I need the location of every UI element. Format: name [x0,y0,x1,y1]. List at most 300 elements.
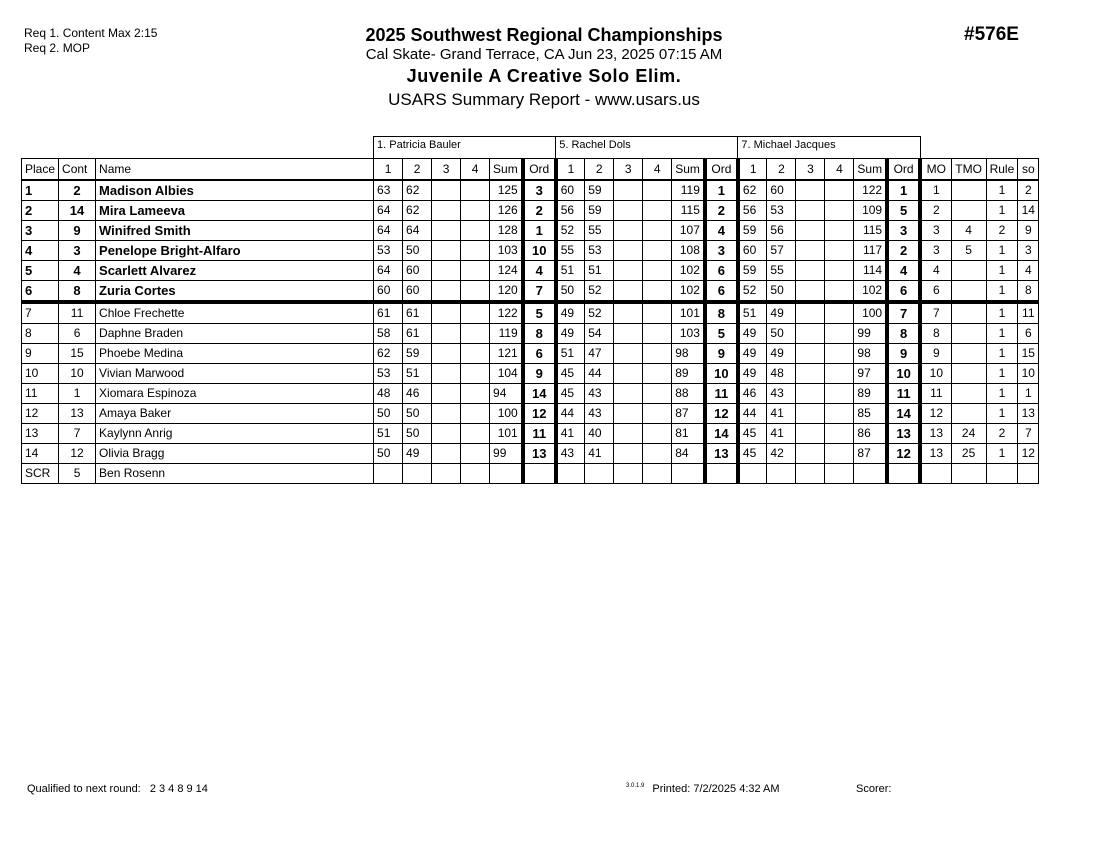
judge-3-score-4 [825,281,854,303]
judge-2-score-1: 55 [556,241,585,261]
judge-3-score-1: 46 [738,384,767,404]
tmo-cell [951,364,986,384]
table-row [22,180,1039,201]
judge-3-score-1: 62 [738,180,767,201]
judge-3-score-3 [796,444,825,464]
judge-3-score-1: 44 [738,404,767,424]
col-so: so [1018,159,1039,181]
judge-2-sum: 88 [672,384,705,404]
so-cell: 1 [1018,384,1039,404]
cont-cell: 14 [59,201,96,221]
requirements [24,26,157,56]
judge-1-score-1: 64 [374,261,403,281]
judge-3-sum: 89 [854,384,887,404]
mo-cell: 9 [920,344,951,364]
judge-3-name: 7. Michael Jacques [738,137,920,159]
judge-2-ordinal: 14 [705,424,738,444]
so-cell [1018,464,1039,484]
table-row [22,444,1039,464]
judge-2-score-2: 53 [585,241,614,261]
judge-3-sum: 109 [854,201,887,221]
judge-2-sum: 81 [672,424,705,444]
table-row [22,281,1039,303]
judge-1-score-3 [432,444,461,464]
judge-2-score-4 [643,261,672,281]
scorer-label: Scorer: [856,783,892,795]
place-cell: 5 [22,261,59,281]
judge-3-score-4 [825,261,854,281]
judge-2-score-2: 52 [585,302,614,324]
judge-1-score-2: 49 [403,444,432,464]
judge-2-ordinal: 9 [705,344,738,364]
judge-3-score-4 [825,464,854,484]
judge-3-score-2: 50 [767,281,796,303]
judge-1-score-1: 48 [374,384,403,404]
so-cell: 9 [1018,221,1039,241]
judge-1-sum: 101 [490,424,523,444]
col-tmo: TMO [951,159,986,181]
judge-3-score-1: 52 [738,281,767,303]
judge-3-sum: 100 [854,302,887,324]
report-subtitle: USARS Summary Report - www.usars.us [388,90,700,109]
judge-1-score-3 [432,384,461,404]
col-j2-score3: 3 [614,159,643,181]
judge-1-score-2: 59 [403,344,432,364]
judge-3-ordinal: 3 [887,221,920,241]
judge-1-ordinal: 1 [523,221,556,241]
qualified-label: Qualified to next round: [27,783,141,795]
judge-1-ordinal: 4 [523,261,556,281]
table-row [22,261,1039,281]
judge-3-ordinal: 4 [887,261,920,281]
judge-2-score-4 [643,444,672,464]
judge-1-ordinal: 8 [523,324,556,344]
judge-1-sum: 119 [490,324,523,344]
judge-3-ordinal: 2 [887,241,920,261]
judge-1-score-2: 51 [403,364,432,384]
judge-1-score-3 [432,180,461,201]
location-datetime: Cal Skate- Grand Terrace, CA Jun 23, 2025 07:15 AM [365,46,723,63]
cont-cell: 10 [59,364,96,384]
so-cell: 14 [1018,201,1039,221]
judge-2-score-3 [614,324,643,344]
tmo-cell [951,344,986,364]
cont-cell: 5 [59,464,96,484]
mo-cell: 10 [920,364,951,384]
skater-name-cell: Amaya Baker [96,404,374,424]
skater-name-cell: Chloe Frechette [96,302,374,324]
cont-cell: 9 [59,221,96,241]
judge-1-ordinal: 7 [523,281,556,303]
judge-2-score-4 [643,464,672,484]
judge-2-score-3 [614,344,643,364]
judge-3-score-2: 41 [767,424,796,444]
col-j3-score3: 3 [796,159,825,181]
judge-1-score-4 [461,364,490,384]
judge-2-score-2 [585,464,614,484]
so-cell: 15 [1018,344,1039,364]
judge-1-score-4 [461,424,490,444]
so-cell: 6 [1018,324,1039,344]
judge-3-ordinal [887,464,920,484]
judge-1-score-3 [432,241,461,261]
judge-3-score-1: 49 [738,324,767,344]
skater-name-cell: Mira Lameeva [96,201,374,221]
judge-1-score-3 [432,404,461,424]
rule-cell: 1 [986,404,1018,424]
skater-name-cell: Kaylynn Anrig [96,424,374,444]
mo-cell: 4 [920,261,951,281]
judge-1-score-1: 53 [374,241,403,261]
judge-2-score-4 [643,424,672,444]
judge-2-score-2: 47 [585,344,614,364]
judge-1-score-1: 50 [374,444,403,464]
judge-3-score-1: 45 [738,444,767,464]
judge-1-score-2: 50 [403,241,432,261]
judge-1-score-2: 50 [403,404,432,424]
col-j3-ord: Ord [887,159,920,181]
so-cell: 8 [1018,281,1039,303]
judge-2-ordinal: 4 [705,221,738,241]
skater-name-cell: Ben Rosenn [96,464,374,484]
mo-cell: 13 [920,424,951,444]
place-cell: 14 [22,444,59,464]
judge-2-score-4 [643,302,672,324]
judge-2-score-1: 49 [556,302,585,324]
tmo-cell [951,180,986,201]
judge-1-sum: 103 [490,241,523,261]
col-j3-score1: 1 [738,159,767,181]
col-j1-score1: 1 [374,159,403,181]
judge-2-sum: 101 [672,302,705,324]
judge-2-score-2: 41 [585,444,614,464]
place-cell: 1 [22,180,59,201]
skater-name-cell: Winifred Smith [96,221,374,241]
judge-3-ordinal: 8 [887,324,920,344]
judge-2-sum: 103 [672,324,705,344]
judge-3-score-1: 49 [738,344,767,364]
mo-cell [920,464,951,484]
col-j3-score2: 2 [767,159,796,181]
judge-3-score-4 [825,424,854,444]
rule-cell: 2 [986,424,1018,444]
mo-cell: 1 [920,180,951,201]
judge-1-score-2: 64 [403,221,432,241]
judge-1-ordinal: 11 [523,424,556,444]
so-cell: 11 [1018,302,1039,324]
judge-3-score-4 [825,384,854,404]
judge-2-ordinal: 10 [705,364,738,384]
judge-1-sum: 94 [490,384,523,404]
judge-1-score-1: 64 [374,221,403,241]
so-cell: 12 [1018,444,1039,464]
judge-2-score-3 [614,281,643,303]
judge-1-ordinal: 10 [523,241,556,261]
col-j2-score2: 2 [585,159,614,181]
judge-1-score-2: 50 [403,424,432,444]
requirement-2: Req 2. MOP [24,41,91,55]
judge-1-sum: 99 [490,444,523,464]
judge-2-ordinal [705,464,738,484]
tmo-cell: 25 [951,444,986,464]
judge-1-score-4 [461,281,490,303]
judge-2-ordinal: 11 [705,384,738,404]
judge-3-score-3 [796,344,825,364]
judge-1-score-3 [432,302,461,324]
judge-1-score-4 [461,302,490,324]
table-row [22,384,1039,404]
judge-3-score-2: 50 [767,324,796,344]
judge-2-sum [672,464,705,484]
judge-3-score-4 [825,221,854,241]
cont-cell: 1 [59,384,96,404]
judge-3-score-1: 59 [738,261,767,281]
judge-3-score-4 [825,180,854,201]
judge-1-ordinal: 14 [523,384,556,404]
judge-3-sum: 99 [854,324,887,344]
judge-3-ordinal: 9 [887,344,920,364]
cont-cell: 11 [59,302,96,324]
judge-3-score-2: 48 [767,364,796,384]
judge-3-ordinal: 10 [887,364,920,384]
competition-title: 2025 Southwest Regional Championships [365,25,723,45]
judge-3-sum: 87 [854,444,887,464]
judge-2-score-1: 49 [556,324,585,344]
judge-2-name: 5. Rachel Dols [556,137,738,159]
judge-1-score-2: 60 [403,281,432,303]
judge-3-score-2: 56 [767,221,796,241]
judge-1-score-4 [461,464,490,484]
judge-2-score-3 [614,261,643,281]
judge-2-ordinal: 12 [705,404,738,424]
place-cell: 7 [22,302,59,324]
judge-3-sum: 86 [854,424,887,444]
judge-1-score-1: 64 [374,201,403,221]
judge-2-score-3 [614,241,643,261]
col-cont: Cont [59,159,96,181]
judge-1-ordinal: 5 [523,302,556,324]
judge-2-ordinal: 3 [705,241,738,261]
printed-footer [626,783,780,795]
judge-1-score-3 [432,201,461,221]
cont-cell: 4 [59,261,96,281]
judge-3-score-4 [825,201,854,221]
judge-1-score-3 [432,221,461,241]
tmo-cell: 4 [951,221,986,241]
judge-3-sum: 117 [854,241,887,261]
judge-2-score-3 [614,424,643,444]
printed-timestamp: Printed: 7/2/2025 4:32 AM [652,783,780,795]
tmo-cell [951,261,986,281]
judge-2-score-4 [643,281,672,303]
tmo-cell: 5 [951,241,986,261]
event-title: Juvenile A Creative Solo Elim. [406,66,682,86]
judge-1-score-4 [461,324,490,344]
judge-2-score-4 [643,344,672,364]
rule-cell: 1 [986,444,1018,464]
rule-cell: 1 [986,241,1018,261]
judge-1-sum: 126 [490,201,523,221]
skater-name-cell: Scarlett Alvarez [96,261,374,281]
judge-3-ordinal: 7 [887,302,920,324]
judge-2-sum: 102 [672,281,705,303]
place-cell: 8 [22,324,59,344]
rule-cell [986,464,1018,484]
rule-cell: 1 [986,180,1018,201]
judge-3-score-1: 51 [738,302,767,324]
cont-cell: 2 [59,180,96,201]
judge-3-sum [854,464,887,484]
rule-cell: 1 [986,302,1018,324]
tmo-cell: 24 [951,424,986,444]
judge-1-ordinal: 2 [523,201,556,221]
col-j2-ord: Ord [705,159,738,181]
requirement-1: Req 1. Content Max 2:15 [24,26,158,40]
judge-2-sum: 98 [672,344,705,364]
judge-3-score-3 [796,241,825,261]
judge-1-score-4 [461,444,490,464]
cont-cell: 15 [59,344,96,364]
judge-1-sum: 128 [490,221,523,241]
judge-3-sum: 122 [854,180,887,201]
judge-3-score-1: 60 [738,241,767,261]
judge-1-score-3 [432,364,461,384]
judge-1-sum: 120 [490,281,523,303]
judge-1-ordinal [523,464,556,484]
judge-2-score-3 [614,444,643,464]
judge-2-score-1 [556,464,585,484]
judge-2-score-1: 56 [556,201,585,221]
judge-2-score-1: 45 [556,384,585,404]
judge-2-sum: 119 [672,180,705,201]
judge-1-ordinal: 3 [523,180,556,201]
results-table [21,136,1039,484]
table-row [22,302,1039,324]
tmo-cell [951,201,986,221]
judge-3-score-2: 53 [767,201,796,221]
judge-3-score-3 [796,384,825,404]
judge-2-score-2: 44 [585,364,614,384]
col-j1-score4: 4 [461,159,490,181]
judge-3-score-3 [796,180,825,201]
mo-cell: 13 [920,444,951,464]
col-j1-score2: 2 [403,159,432,181]
judge-2-score-3 [614,201,643,221]
judge-3-ordinal: 5 [887,201,920,221]
judge-2-score-1: 50 [556,281,585,303]
judge-2-score-1: 51 [556,261,585,281]
judge-3-score-3 [796,324,825,344]
judge-2-ordinal: 1 [705,180,738,201]
judge-1-ordinal: 13 [523,444,556,464]
judge-2-score-2: 55 [585,221,614,241]
event-number: #576E [964,24,1019,45]
so-cell: 4 [1018,261,1039,281]
judge-1-score-1: 50 [374,404,403,424]
report-header [300,24,788,111]
judge-2-score-1: 45 [556,364,585,384]
judge-2-score-2: 40 [585,424,614,444]
judge-2-score-3 [614,384,643,404]
judge-3-score-3 [796,281,825,303]
judge-3-ordinal: 11 [887,384,920,404]
judge-2-sum: 102 [672,261,705,281]
judge-1-score-1: 53 [374,364,403,384]
judge-1-score-4 [461,384,490,404]
col-j2-sum: Sum [672,159,705,181]
rule-cell: 1 [986,324,1018,344]
judge-3-sum: 114 [854,261,887,281]
judge-3-score-4 [825,302,854,324]
version-text: 3.0.1.9 [626,783,645,789]
judge-1-ordinal: 6 [523,344,556,364]
judge-3-score-4 [825,364,854,384]
rule-cell: 2 [986,221,1018,241]
judge-2-score-2: 43 [585,384,614,404]
judge-1-score-2: 60 [403,261,432,281]
mo-cell: 8 [920,324,951,344]
judge-1-score-3 [432,324,461,344]
place-cell: 10 [22,364,59,384]
rule-cell: 1 [986,384,1018,404]
judge-2-score-4 [643,364,672,384]
judge-2-score-1: 60 [556,180,585,201]
judge-2-score-4 [643,384,672,404]
judge-2-score-3 [614,364,643,384]
col-j2-score4: 4 [643,159,672,181]
judge-1-score-3 [432,424,461,444]
place-cell: 3 [22,221,59,241]
table-row [22,364,1039,384]
judge-2-score-3 [614,221,643,241]
judge-1-score-4 [461,344,490,364]
table-row [22,424,1039,444]
cont-cell: 6 [59,324,96,344]
judge-3-score-1: 59 [738,221,767,241]
place-cell: 11 [22,384,59,404]
judge-3-score-2: 42 [767,444,796,464]
judge-2-ordinal: 5 [705,324,738,344]
col-j1-sum: Sum [490,159,523,181]
judge-3-ordinal: 13 [887,424,920,444]
rule-cell: 1 [986,344,1018,364]
judge-2-score-2: 52 [585,281,614,303]
col-rule: Rule [986,159,1018,181]
judge-3-score-2: 49 [767,302,796,324]
judge-2-score-3 [614,464,643,484]
mo-cell: 12 [920,404,951,424]
skater-name-cell: Daphne Braden [96,324,374,344]
judge-2-score-1: 44 [556,404,585,424]
judge-1-score-4 [461,241,490,261]
cont-cell: 13 [59,404,96,424]
judge-2-score-1: 52 [556,221,585,241]
judge-1-sum: 104 [490,364,523,384]
cont-cell: 7 [59,424,96,444]
judge-3-ordinal: 6 [887,281,920,303]
judge-3-sum: 98 [854,344,887,364]
judge-1-score-2: 62 [403,180,432,201]
judge-2-score-1: 43 [556,444,585,464]
judge-3-score-3 [796,302,825,324]
judge-1-sum [490,464,523,484]
mo-cell: 7 [920,302,951,324]
judge-3-score-3 [796,261,825,281]
judge-2-score-4 [643,221,672,241]
judge-3-score-4 [825,444,854,464]
tmo-cell [951,281,986,303]
judge-3-score-3 [796,424,825,444]
